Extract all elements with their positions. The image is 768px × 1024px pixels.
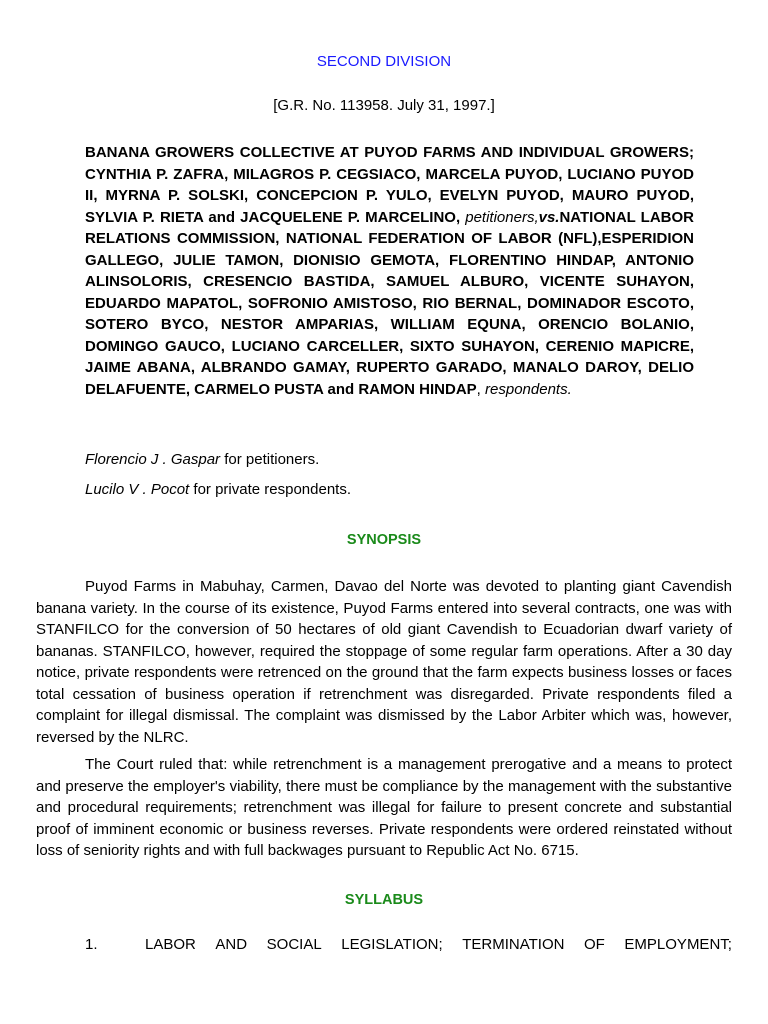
- syllabus-word: LEGISLATION;: [341, 936, 443, 953]
- counsel-name: Florencio J . Gaspar: [85, 451, 221, 468]
- syllabus-word: AND: [215, 936, 248, 953]
- counsel-name: Lucilo V . Pocot: [85, 481, 190, 498]
- synopsis-paragraph: The Court ruled that: while retrenchment is a management prerogative and a means to protect and preserve the employer's viability, there must be compliance by the management with the substantive and procedural requirements; retrenchment was illegal for failure to present concrete and substantial proof of imminent economic or business reverses. Private respondents were ordered reinstated without loss of seniority rights and with full backwages pursuant to Republic Act No. 6715.: [36, 756, 732, 859]
- syllabus-word: LABOR: [145, 936, 196, 953]
- counsel-line-petitioners: [85, 451, 319, 468]
- versus-label: vs.: [538, 208, 560, 226]
- counsel-role: for private respondents.: [193, 481, 351, 498]
- case-number: [G.R. No. 113958. July 31, 1997.]: [273, 97, 495, 114]
- petitioners-label: petitioners,: [465, 208, 539, 226]
- syllabus-heading: SYLLABUS: [344, 892, 424, 908]
- syllabus-word: SOCIAL: [266, 936, 322, 953]
- syllabus-item-text: [145, 936, 732, 953]
- counsel-line-respondents: [85, 481, 351, 498]
- syllabus-word: EMPLOYMENT;: [624, 936, 732, 953]
- synopsis-paragraph: Puyod Farms in Mabuhay, Carmen, Davao del Norte was devoted to planting giant Cavendish banana variety. In the course of its existence, Puyod Farms entered into several contracts, one was with STANFILCO for the conversion of 50 hectares of old giant Cavendish to Ecuadorian dwarf variety of bananas. STANFILCO, however, required the stoppage of some regular farm operations. After a 30 day notice, private respondents were retrenced on the ground that the farm expects business losses or faces total cessation of business operation if retrenchment was disregarded. Private respondents filed a complaint for illegal dismissal. The complaint was dismissed by the Labor Arbiter which was, however, reversed by the NLRC.: [36, 578, 732, 746]
- division-heading: SECOND DIVISION: [316, 53, 452, 70]
- syllabus-word: TERMINATION: [462, 936, 565, 953]
- respondents-names: NATIONAL LABOR RELATIONS COMMISSION, NATIONAL FEDERATION OF LABOR (NFL),ESPERIDION GALLEGO, JULIE TAMON, DIONISIO GEMOTA, FLORENTINO HINDAP, ANTONIO ALINSOLORIS, CRESENCIO BASTIDA, SAMUEL ALBURO, VICENTE SUHAYON, EDUARDO MAPATOL, SOFRONIO AMISTOSO, RIO BERNAL, DOMINADOR ESCOTO, SOTERO BYCO, NESTOR AMPARIAS, WILLIAM EQUNA, ORENCIO BOLANIO, DOMINGO GAUCO, LUCIANO CARCELLER, SIXTO SUHAYON, CERENIO MAPICRE, JAIME ABANA, ALBRANDO GAMAY, RUPERTO GARADO, MANALO DAROY, DELIO DELAFUENTE, CARMELO PUSTA and RAMON HINDAP: [85, 208, 695, 398]
- case-parties: BANANA GROWERS COLLECTIVE AT PUYOD FARMS AND INDIVIDUAL GROWERS; CYNTHIA P. ZAFRA, MILAGROS P. CEGSIACO, MARCELA PUYOD, LUCIANO PUYOD II, MYRNA P. SOLSKI, CONCEPCION P. YULO, EVELYN PUYOD, MAURO PUYOD, SYLVIA P. RIETA and JACQUELENE P. MARCELINO, petitioners,vs.NATIONAL LABOR RELATIONS COMMISSION, NATIONAL FEDERATION OF LABOR (NFL),ESPERIDION GALLEGO, JULIE TAMON, DIONISIO GEMOTA, FLORENTINO HINDAP, ANTONIO ALINSOLORIS, CRESENCIO BASTIDA, SAMUEL ALBURO, VICENTE SUHAYON, EDUARDO MAPATOL, SOFRONIO AMISTOSO, RIO BERNAL, DOMINADOR ESCOTO, SOTERO BYCO, NESTOR AMPARIAS, WILLIAM EQUNA, ORENCIO BOLANIO, DOMINGO GAUCO, LUCIANO CARCELLER, SIXTO SUHAYON, CERENIO MAPICRE, JAIME ABANA, ALBRANDO GAMAY, RUPERTO GARADO, MANALO DAROY, DELIO DELAFUENTE, CARMELO PUSTA and RAMON HINDAP, respondents.: [85, 144, 695, 398]
- synopsis-heading: SYNOPSIS: [346, 532, 422, 548]
- syllabus-word: OF: [584, 936, 605, 953]
- counsel-role: for petitioners.: [224, 451, 320, 468]
- syllabus-item: [85, 936, 732, 953]
- petitioners-names: BANANA GROWERS COLLECTIVE AT PUYOD FARMS AND INDIVIDUAL GROWERS; CYNTHIA P. ZAFRA, MILAGROS P. CEGSIACO, MARCELA PUYOD, LUCIANO PUYOD II, MYRNA P. SOLSKI, CONCEPCION P. YULO, EVELYN PUYOD, MAURO PUYOD, SYLVIA P. RIETA and JACQUELENE P. MARCELINO,: [85, 144, 694, 226]
- respondents-label: respondents.: [485, 380, 572, 398]
- syllabus-item-number: 1.: [85, 936, 98, 953]
